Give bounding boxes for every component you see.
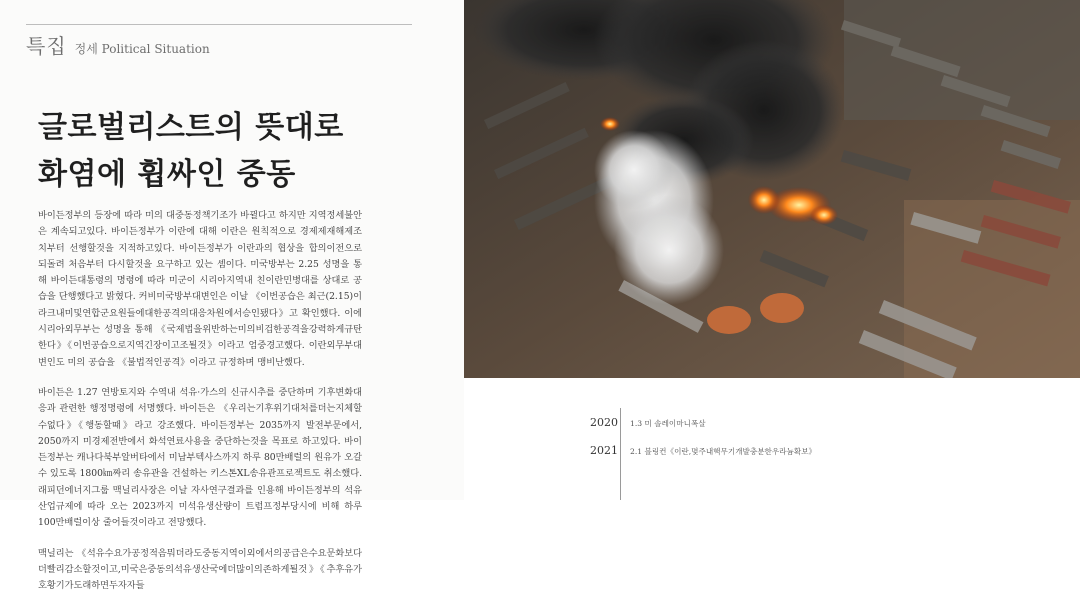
top-rule: [26, 24, 412, 25]
body-paragraph-1: 바이든정부의 등장에 따라 미의 대중동정책기조가 바뀔다고 하지만 지역정세불안은 계속되고있다. 바이든정부가 이란에 대해 이란은 원칙적으로 경제제재해제조치부터 선행할것을 지적하고있다. 바이든정부가 이란과의 협상을 합의이전으로 되돌려 처음부터 다시할것을 요구하고 있는 셈이다. 미국방부는 2.25 성명을 통해 바이든대통령의 명령에 따라 미군이 시리아지역내 친이란민병대를 상대로 공습을 단행했다고 밝혔다. 커비미국방부대변인은 이날 《이번공습은 최근(2.15)이라크내미및연합군요원들에대한공격의대응차원에서승인됐다》고 확인했다. 이에 시리아외무부는 성명을 통해 《국제법을위반하는미의비겁한공격을강력하게규탄한다》《이번공습으로지역긴장이고조될것》이라고 엄중경고했다. 이란외무부대변인도 미의 공습을 《불법적인공격》이라고 규정하며 맹비난했다.: [38, 210, 362, 368]
burning-oil-trucks-photo: [464, 0, 1080, 378]
section-header: [26, 30, 210, 59]
left-page: [0, 0, 464, 592]
article-body: [38, 208, 362, 609]
timeline-text: 1.3 미 솔레이마니폭살: [630, 419, 706, 428]
photo-illustration: [464, 0, 1080, 378]
timeline-text: 2.1 블링컨《이란,몇주내핵무기개발충분한우라늄확보》: [630, 447, 817, 456]
timeline: [464, 378, 1080, 500]
timeline-year: 2020: [590, 416, 618, 429]
timeline-entry: [590, 444, 816, 457]
headline-line-1: 글로벌리스트의 뜻대로: [38, 110, 344, 145]
timeline-entry: [590, 416, 706, 429]
body-paragraph-3: 맥닐리는 《석유수요가공정적음뭐더라도중동지역이외에서의공급은수요문화보다더빨리감소할것이고,미국은중동의석유생산국에더많이의존하게될것》《추후유가호황기가도래하면두자자들: [38, 547, 362, 592]
timeline-year: 2021: [590, 444, 618, 457]
headline-line-2: 화염에 휩싸인 중동: [38, 157, 296, 192]
section-subtitle: 정세 Political Situation: [74, 42, 210, 56]
section-title: 특집: [26, 34, 67, 58]
body-paragraph-2: 바이든은 1.27 연방토지와 수역내 석유·가스의 신규시추를 중단하며 기후변화대응과 관련한 행정명령에 서명했다. 바이든은 《우리는기후위기대처를더는지체할수없다》《행동할때》라고 강조했다. 바이든정부는 2035까지 발전부문에서, 2050까지 미경제전반에서 화석연료사용을 중단하는것을 목표로 하고있다. 바이든정부는 캐나다북부알버타에서 미남부텍사스까지 하루 80만배럴의 원유가 오갈수 있도록 1800㎞짜리 송유관을 건설하는 키스톤XL송유관프로젝트도 취소했다. 래피던에너지그룹 맥닐리사장은 이날 자사연구결과를 인용해 바이든정부의 석유산업규제에 따라 오는 2023까지 미석유생산량이 트럼프정부당시에 비해 하루100만배럴이상 줄어들것이라고 전망했다.: [38, 386, 362, 529]
article-headline: [38, 104, 438, 198]
